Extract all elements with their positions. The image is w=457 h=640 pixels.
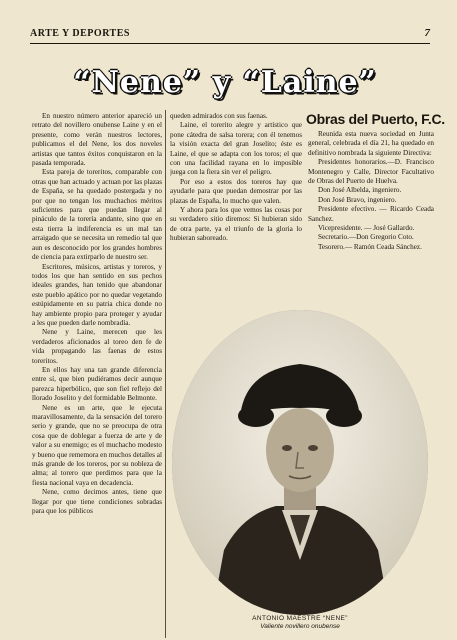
page-number: 7 [424,27,430,39]
paragraph: Escritores, músicos, artistas y toreros, y todos los que han sentido en sus pechos ideales grandes, han tenido que abandonar este pueblo apático por no quedar vegetando estúpidamente en su patria chica donde no hay ambiente propio para proteger y ayudar a les que pueden darle nombradía. [32,262,162,327]
photo-caption [205,615,395,631]
column-divider [165,110,166,638]
paragraph: Nene es un arte, que le ejecuta maravillosamente, da la sensación del torero serio y grande, que no se preocupa de otra cosa que de doblegar a fuerza de arte y de valor a su enemigo; es el muchacho modesto y bueno que rememora en muchos detalles al más grande de los toreros, por su nobleza de alma; al torero que perdimos para que la fiesta nacional vaya en decadencia. [32,403,162,487]
paragraph: Secretario.—Don Gregorio Coto. [318,233,414,242]
paragraph: Por eso a estos dos toreros hay que ayudarle para que puedan demostrar por las plazas de España, lo mucho que valen. [170,177,302,205]
article-column-1 [32,112,162,640]
torero-portrait-image [172,310,428,615]
paragraph: Nene, como decimos antes, tiene que llegar por que tiene condiciones sobradas para que los públicos [32,488,162,516]
paragraph: Laine, el torerito alegre y artístico que pone cátedra de salsa torera; con él tenemos la visión exacta del gran Joselito; éste es Laine, el que se adapta con los toros; el que con una facilidad rayana en lo imposible juega con la fiera sin ver el peligro. [170,121,302,177]
section-title: ARTE Y DEPORTES [30,28,130,39]
paragraph: Nene y Laine, merecen que les verdaderos aficionados al toreo den fe de vida propagando las faenas de estos toreritos. [32,328,162,365]
paragraph: Vicepresidente. — José Gallardo. [318,224,415,233]
paragraph: En nuestro número anterior apareció un retrato del novillero onubense Laine y en el presente, como verán nuestros lectores, publicamos el del Nene, los dos noveles artistas que tantos éxitos conquistaron en la pasada temporada. [32,112,162,168]
paragraph: Tesorero.— Ramón Ceada Sánchez. [318,242,422,251]
paragraph: Reunida esta nueva sociedad en Junta general, celebrada el día 21, ha quedado en definitivo nombrada la siguiente Directiva: [308,130,434,157]
obras-column [308,130,434,305]
paragraph: Presidente efectivo. — Ricardo Ceada Sanchez. [308,205,434,223]
article-column-2 [170,112,302,292]
paragraph: Y ahora para los que vemos las cosas por su verdadero sitio diremos: Si hubieran sido de otra parte, ya el triunfo de la gloria lo hubieran saboreado. [170,206,302,243]
page-header [30,27,430,44]
article-title: “Nene” y “Laine” [73,65,377,100]
caption-name: ANTONIO MAESTRE “NENE” [252,615,348,622]
paragraph: Don José Bravo, ingeniero. [318,195,397,204]
caption-subtitle: Valiente novillero onubense [260,623,340,630]
paragraph: Presidentes honorarios.—D. Francisco Montenegro y Calle, Director Facultativo de Obras del Puerto de Huelva. [308,158,434,186]
paragraph: Don José Albelda, ingeniero. [318,186,402,195]
portrait-photo [172,310,428,615]
paragraph: Esta pareja de toreritos, comparable con otras que han actuado y actuan por las plazas de España, se ha quedado postergada y no por que no tengan los muchachos méritos suficientes para que puedan llegar al pináculo de la torería andante, sino que en esta tierra la indiferencia es un mal tan arraigado que se necesita un remedio tal que aun es desconocido por los grandes hombres de ciencia para extirparlo de nuestro ser. [32,168,162,262]
obras-title: Obras del Puerto, F.C. [306,111,445,127]
paragraph: En ellos hay una tan grande diferencia entre sí, que bien pudiéramos decir aunque parezca hiperbólico, que son fiel reflejo del llorado Joselito y del formidable Belmonte. [32,365,162,403]
paragraph: queden admirados con sus faenas. [170,112,268,120]
